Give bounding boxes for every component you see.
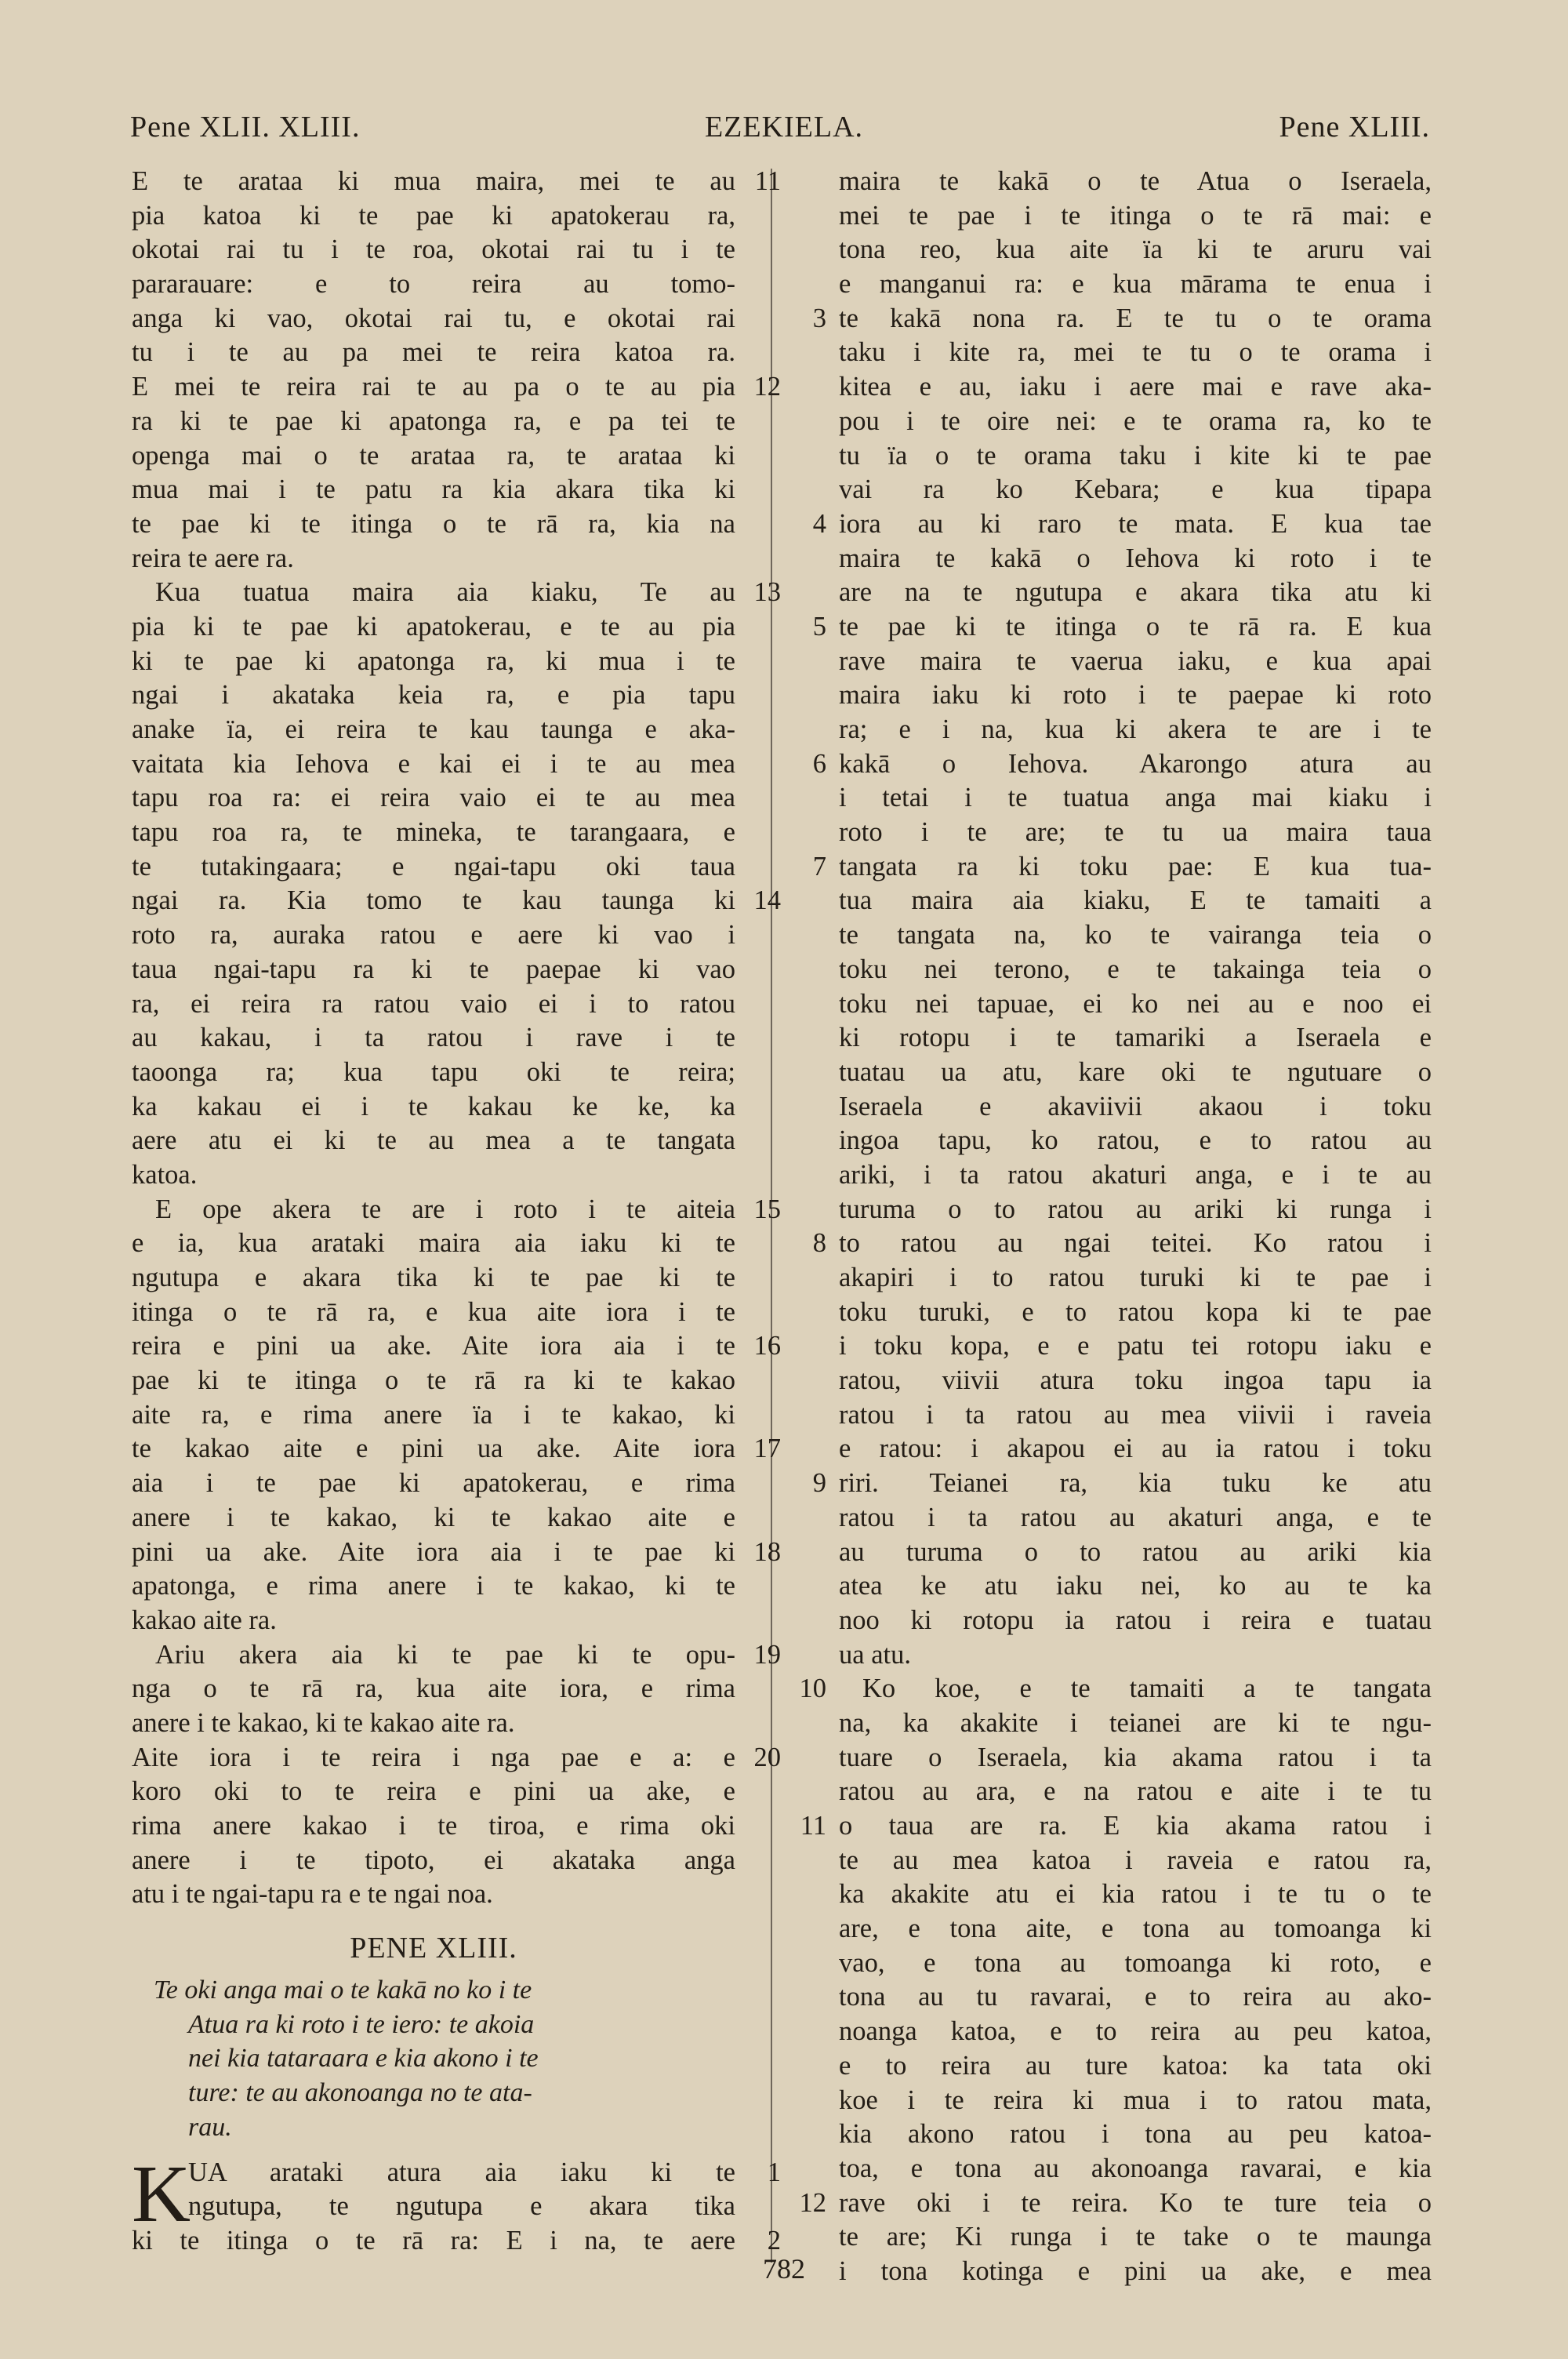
verse-number: 19 — [753, 1639, 781, 1670]
text-line — [792, 1912, 1432, 1946]
text-line — [132, 439, 735, 474]
chapter-opening — [132, 2148, 781, 2239]
line-text: kitea e au, iaku i aere mai e rave aka- — [839, 372, 1432, 402]
text-line — [792, 1604, 1432, 1638]
text-line — [792, 987, 1432, 1022]
text-line — [132, 1809, 735, 1844]
line-text: anere i te kakao, ki te kakao aite e — [132, 1502, 735, 1532]
line-text: anere i te tipoto, ei akataka anga — [132, 1845, 735, 1875]
spacer — [132, 2145, 735, 2156]
text-line — [792, 370, 1432, 405]
line-text: vaitata kia Iehova e kai ei i te au mea — [132, 748, 735, 779]
header-current-chapter: Pene XLIII. — [1279, 111, 1430, 144]
line-text: ngai i akataka keia ra, e pia tapu — [132, 680, 735, 711]
text-line — [792, 473, 1432, 507]
text-line — [132, 1536, 781, 1570]
text-line — [792, 233, 1432, 267]
text-line — [132, 1021, 735, 1056]
line-text: pia katoa ki te pae ki apatokerau ra, — [132, 200, 735, 231]
chapter-summary — [132, 1973, 735, 2144]
text-line — [132, 850, 735, 885]
line-text: tuatau ua atu, kare oki te ngutuare o — [839, 1056, 1432, 1087]
text-line — [792, 1296, 1432, 1330]
text-line — [792, 2186, 1432, 2221]
text-line — [792, 1980, 1432, 2015]
line-text: roto ra, auraka ratou e aere ki vao i — [132, 920, 735, 951]
text-line — [132, 1261, 735, 1296]
text-line — [132, 1296, 735, 1330]
text-line — [792, 610, 1432, 645]
verse-number: 16 — [753, 1331, 781, 1361]
text-line — [132, 1741, 781, 1776]
text-line — [792, 336, 1432, 370]
verse-number: 5 — [812, 611, 826, 642]
text-line — [792, 302, 1432, 336]
line-text: ratou au ara, e na ratou e aite i te tu — [839, 1776, 1432, 1807]
page-number: 782 — [763, 2253, 805, 2284]
line-text: pararauare: e to reira au tomo- — [132, 269, 735, 300]
text-line — [792, 645, 1432, 679]
line-text: te are; Ki runga i te take o te maunga — [839, 2222, 1432, 2252]
line-text: taua ngai-tapu ra ki te paepae ki vao — [132, 954, 735, 984]
line-text: toku turuki, e to ratou kopa ki te pae — [839, 1296, 1432, 1327]
text-line — [792, 405, 1432, 439]
line-text: ua atu. — [839, 1639, 911, 1670]
text-line — [792, 1741, 1432, 1776]
line-text: ki rotopu i te tamariki a Iseraela e — [839, 1023, 1432, 1053]
text-line — [132, 199, 735, 234]
line-text: Kua tuatua maira aia kiaku, Te au — [155, 577, 735, 608]
text-line — [792, 1946, 1432, 1981]
text-line — [792, 884, 1432, 918]
line-text: e ia, kua arataki maira aia iaku ki te — [132, 1228, 735, 1259]
line-text: ra ki te pae ki apatonga ra, e pa tei te — [132, 405, 735, 436]
line-text: e manganui ra: e kua mārama te enua i — [839, 269, 1432, 300]
verse-number: 1 — [767, 2157, 781, 2187]
text-line — [792, 2049, 1432, 2084]
verse-number: 7 — [812, 851, 826, 881]
text-line — [132, 1707, 735, 1741]
line-text: noanga katoa, e to reira au peu katoa, — [839, 2016, 1432, 2047]
line-text: vao, e tona au tomoanga ki roto, e — [839, 1947, 1432, 1978]
text-line — [132, 713, 735, 747]
line-text: i tetai i te tuatua anga mai kiaku i — [839, 783, 1432, 813]
text-line — [792, 1124, 1432, 1158]
text-line — [792, 678, 1432, 713]
line-text: reira te aere ra. — [132, 543, 294, 573]
text-line — [792, 850, 1432, 885]
text-line — [792, 507, 1432, 542]
line-text: katoa. — [132, 1159, 198, 1190]
text-line — [132, 884, 781, 918]
text-line — [132, 405, 735, 439]
text-line — [132, 1193, 781, 1227]
line-text: tona au tu ravarai, e to reira au ako- — [839, 1982, 1432, 2012]
line-text: mua mai i te patu ra kia akara tika ki — [132, 474, 735, 505]
text-line — [132, 233, 735, 267]
text-line — [792, 1569, 1432, 1604]
text-line — [132, 678, 735, 713]
line-text: na, ka akakite i teianei are ki te ngu- — [839, 1707, 1432, 1738]
text-line — [792, 267, 1432, 302]
text-line — [132, 918, 735, 953]
text-line — [792, 1877, 1432, 1912]
text-line — [792, 1809, 1432, 1844]
text-line — [792, 1432, 1432, 1467]
line-text: toku nei tapuae, ei ko nei au e noo ei — [839, 988, 1432, 1019]
line-text: roto i te are; te tu ua maira taua — [839, 817, 1432, 848]
text-line — [792, 2015, 1432, 2049]
text-line — [132, 1775, 735, 1809]
summary-line: ture: te au akonoanga no te ata- — [188, 2078, 532, 2108]
text-line — [132, 610, 735, 645]
text-line — [132, 370, 781, 405]
text-line — [792, 1364, 1432, 1398]
line-text: tapu roa ra: ei reira vaio ei te au mea — [132, 783, 735, 813]
summary-line: Te oki anga mai o te kakā no ko i te — [154, 1976, 532, 2005]
verse-number: 17 — [753, 1434, 781, 1464]
text-line — [792, 199, 1432, 234]
line-text: i tona kotinga e pini ua ake, e mea — [839, 2255, 1432, 2286]
text-line — [132, 165, 781, 199]
verse-number: 15 — [753, 1194, 781, 1224]
verse-number: 4 — [812, 508, 826, 539]
line-text: aite ra, e rima anere ïa i te kakao, ki — [132, 1399, 735, 1430]
text-line — [792, 576, 1432, 610]
summary-line: rau. — [188, 2112, 232, 2142]
text-line — [792, 2220, 1432, 2255]
text-line — [792, 1227, 1432, 1261]
verse-number: 2 — [767, 2225, 781, 2255]
text-line — [792, 918, 1432, 953]
line-text: aia i te pae ki apatokerau, e rima — [132, 1468, 735, 1499]
line-text: ngai ra. Kia tomo te kau taunga ki — [132, 885, 735, 916]
line-text: anake ïa, ei reira te kau taunga e aka- — [132, 714, 735, 744]
line-text: to ratou au ngai teitei. Ko ratou i — [839, 1228, 1432, 1259]
line-text: Iseraela e akaviivii akaou i toku — [839, 1091, 1432, 1121]
text-line — [132, 816, 735, 850]
summary-line: Atua ra ki roto i te iero: te akoia — [188, 2009, 535, 2039]
line-text: ra, ei reira ra ratou vaio ei i to ratou — [132, 988, 735, 1019]
text-line — [132, 987, 735, 1022]
verse-number: 9 — [812, 1468, 826, 1499]
text-line — [132, 1090, 735, 1125]
line-text: tuare o Iseraela, kia akama ratou i ta — [839, 1742, 1432, 1772]
line-text: ratou i ta ratou au mea viivii i raveia — [839, 1399, 1432, 1430]
header-book-title: EZEKIELA. — [704, 111, 864, 144]
line-text: tu ïa o te orama taku i kite ki te pae — [839, 440, 1432, 471]
text-line — [792, 2152, 1432, 2186]
text-line — [132, 267, 735, 302]
line-text: are na te ngutupa e akara tika atu ki — [839, 577, 1432, 608]
line-text: koro oki to te reira e pini ua ake, e — [132, 1776, 735, 1807]
verse-number: 13 — [753, 577, 781, 608]
left-column-text — [132, 165, 781, 1912]
text-line — [792, 1844, 1432, 1878]
line-text: te pae ki te itinga o te rā ra, kia na — [132, 508, 735, 539]
line-text: rima anere kakao i te tiroa, e rima oki — [132, 1811, 735, 1841]
verse-number: 11 — [754, 166, 781, 196]
line-text: tangata ra ki toku pae: E kua tua- — [839, 851, 1432, 881]
line-text: tu i te au pa mei te reira katoa ra. — [132, 337, 735, 368]
line-text: tapu roa ra, te mineka, te tarangaara, e — [132, 817, 735, 848]
text-line — [132, 1056, 735, 1090]
line-text: koe i te reira ki mua i to ratou mata, — [839, 2085, 1432, 2115]
text-line — [132, 1398, 735, 1433]
text-line — [132, 953, 735, 987]
verse-number: 11 — [800, 1811, 826, 1841]
running-header — [0, 110, 1568, 157]
verse-number: 10 — [799, 1674, 826, 1704]
text-line — [792, 2084, 1432, 2118]
line-text: ratou, viivii atura toku ingoa tapu ia — [839, 1365, 1432, 1396]
line-text: turuma o to ratou au ariki ki runga i — [839, 1194, 1432, 1224]
verse-number: 3 — [812, 303, 826, 333]
line-text: i toku kopa, e e patu tei rotopu iaku e — [839, 1331, 1432, 1361]
text-line — [132, 576, 781, 610]
line-text: ki te itinga o te rā ra: E i na, te aere — [132, 2225, 735, 2255]
verse-number: 12 — [799, 2187, 826, 2218]
text-line — [132, 336, 735, 370]
line-text: riri. Teianei ra, kia tuku ke atu — [839, 1468, 1432, 1499]
text-line — [792, 713, 1432, 747]
line-text: akapiri i to ratou turuki ki te pae i — [839, 1263, 1432, 1292]
line-text: au kakau, i ta ratou i rave i te — [132, 1023, 735, 1053]
line-text: noo ki rotopu ia ratou i reira e tuatau — [839, 1605, 1432, 1635]
text-line — [792, 747, 1432, 782]
text-line — [132, 1124, 735, 1158]
drop-cap-text — [132, 2156, 781, 2224]
text-line — [132, 1877, 735, 1912]
line-text: ki te pae ki apatonga ra, ki mua i te — [132, 645, 735, 676]
line-text: okotai rai tu i te roa, okotai rai tu i te — [132, 234, 735, 265]
line-text: vai ra ko Kebara; e kua tipapa — [839, 474, 1432, 505]
line-text: te tutakingaara; e ngai-tapu oki taua — [132, 851, 735, 881]
text-line — [792, 1638, 1432, 1673]
line-text: rave oki i te reira. Ko te ture teia o — [839, 2187, 1432, 2218]
verse-number: 14 — [753, 885, 781, 916]
text-line — [132, 1227, 735, 1261]
text-line — [132, 1604, 735, 1638]
line-text: taku i kite ra, mei te tu o te orama i — [839, 337, 1432, 368]
drop-cap: K — [132, 2148, 191, 2239]
text-line — [792, 1707, 1432, 1741]
text-line — [792, 542, 1432, 576]
line-text: Ko koe, e te tamaiti a te tangata — [862, 1674, 1432, 1704]
text-line — [792, 1056, 1432, 1090]
line-text: anere i te kakao, ki te kakao aite ra. — [132, 1707, 515, 1738]
line-text: te kakā nona ra. E te tu o te orama — [839, 303, 1432, 333]
line-text: ka kakau ei i te kakau ke ke, ka — [132, 1091, 735, 1121]
line-text: kia akono ratou i tona au peu katoa- — [839, 2119, 1432, 2150]
line-text: UA arataki atura aia iaku ki te — [188, 2157, 735, 2187]
line-text: ingoa tapu, ko ratou, e to ratou au — [839, 1125, 1432, 1156]
line-text: ratou i ta ratou au akaturi anga, e te — [839, 1502, 1432, 1532]
text-line — [792, 1193, 1432, 1227]
line-text: te au mea katoa i raveia e ratou ra, — [839, 1845, 1432, 1875]
right-column-text — [792, 165, 1432, 2289]
line-text: ka akakite atu ei kia ratou i te tu o te — [839, 1879, 1432, 1910]
text-line — [132, 1432, 781, 1467]
text-line — [132, 1158, 735, 1193]
line-text: e ratou: i akapou ei au ia ratou i toku — [839, 1434, 1432, 1464]
line-text: E ope akera te are i roto i te aiteia — [155, 1194, 735, 1224]
text-line — [132, 1467, 735, 1501]
line-text: E mei te reira rai te au pa o te au pia — [132, 372, 735, 402]
text-line — [132, 1329, 781, 1364]
line-text: o taua are ra. E kia akama ratou i — [839, 1811, 1432, 1841]
verse-number: 8 — [812, 1228, 826, 1259]
line-text: mei te pae i te itinga o te rā mai: e — [839, 200, 1432, 231]
text-line — [132, 1501, 735, 1536]
text-line — [792, 1090, 1432, 1125]
line-text: pia ki te pae ki apatokerau, e te au pia — [132, 611, 735, 642]
text-line — [132, 2156, 781, 2190]
line-text: toku nei terono, e te takainga teia o — [839, 954, 1432, 984]
text-line — [132, 1569, 735, 1604]
line-text: tona reo, kua aite ïa ki te aruru vai — [839, 234, 1432, 265]
text-line — [792, 1398, 1432, 1433]
text-line — [792, 1775, 1432, 1809]
text-line — [132, 2190, 735, 2224]
line-text: e to reira au ture katoa: ka tata oki — [839, 2050, 1432, 2081]
verse-number: 18 — [753, 1536, 781, 1567]
line-text: pae ki te itinga o te rā ra ki te kakao — [132, 1365, 735, 1396]
line-text: pini ua ake. Aite iora aia i te pae ki — [132, 1536, 735, 1567]
text-line — [132, 1638, 781, 1673]
header-chapter-range: Pene XLII. XLIII. — [130, 111, 361, 144]
verse-number: 12 — [753, 372, 781, 402]
line-text: aere atu ei ki te au mea a te tangata — [132, 1125, 735, 1156]
text-line — [132, 747, 735, 782]
text-line — [792, 816, 1432, 850]
text-line — [132, 507, 735, 542]
text-line — [132, 645, 735, 679]
text-line — [792, 439, 1432, 474]
text-line — [792, 1158, 1432, 1193]
line-text: ngutupa, te ngutupa e akara tika — [188, 2191, 735, 2222]
line-text: kakā o Iehova. Akarongo atura au — [839, 748, 1432, 779]
line-text: te tangata na, ko te vairanga teia o — [839, 920, 1432, 951]
text-line — [132, 1364, 735, 1398]
chapter-title: PENE XLIII. — [350, 1932, 517, 1965]
left-column — [132, 165, 781, 2259]
line-text: kakao aite ra. — [132, 1605, 277, 1635]
line-text: iora au ki raro te mata. E kua tae — [839, 508, 1432, 539]
line-text: ngutupa e akara tika ki te pae ki te — [132, 1263, 735, 1292]
text-line — [792, 1501, 1432, 1536]
text-line — [792, 1536, 1432, 1570]
line-text: toa, e tona au akonoanga ravarai, e kia — [839, 2153, 1432, 2183]
text-line — [132, 1672, 735, 1707]
text-line — [792, 2117, 1432, 2152]
text-line — [132, 1844, 735, 1878]
line-text: itinga o te rā ra, e kua aite iora i te — [132, 1296, 735, 1327]
line-text: nga o te rā ra, kua aite iora, e rima — [132, 1674, 735, 1704]
line-text: tua maira aia kiaku, E te tamaiti a — [839, 885, 1432, 916]
line-text: E te arataa ki mua maira, mei te au — [132, 166, 735, 196]
spacer — [132, 1912, 735, 1923]
line-text: Aite iora i te reira i nga pae e a: e — [132, 1742, 735, 1772]
line-text: anga ki vao, okotai rai tu, e okotai rai — [132, 303, 735, 333]
line-text: rave maira te vaerua iaku, e kua apai — [839, 645, 1432, 676]
line-text: Ariu akera aia ki te pae ki te opu- — [155, 1639, 735, 1670]
text-line — [792, 165, 1432, 199]
text-line — [792, 1467, 1432, 1501]
line-text: au turuma o to ratou au ariki kia — [839, 1536, 1432, 1567]
line-text: atea ke atu iaku nei, ko au te ka — [839, 1571, 1432, 1601]
line-text: te kakao aite e pini ua ake. Aite iora — [132, 1434, 735, 1464]
line-text: ra; e i na, kua ki akera te are i te — [839, 714, 1432, 744]
line-text: taoonga ra; kua tapu oki te reira; — [132, 1056, 735, 1087]
line-text: are, e tona aite, e tona au tomoanga ki — [839, 1914, 1432, 1944]
verse-number: 6 — [812, 748, 826, 779]
line-text: te pae ki te itinga o te rā ra. E kua — [839, 611, 1432, 642]
text-line — [132, 473, 735, 507]
line-text: maira iaku ki roto i te paepae ki roto — [839, 680, 1432, 711]
text-line — [132, 542, 735, 576]
line-text: pou i te oire nei: e te orama ra, ko te — [839, 405, 1432, 436]
text-line — [132, 302, 735, 336]
text-line — [792, 781, 1432, 816]
line-text: ariki, i ta ratou akaturi anga, e i te au — [839, 1159, 1432, 1190]
verse-number: 20 — [753, 1742, 781, 1772]
right-column — [792, 165, 1432, 2289]
summary-line: nei kia tataraara e kia akono i te — [188, 2044, 539, 2074]
line-text: maira te kakā o Iehova ki roto i te — [839, 543, 1432, 573]
text-line — [792, 1021, 1432, 1056]
line-text: apatonga, e rima anere i te kakao, ki te — [132, 1571, 735, 1601]
text-line — [792, 1261, 1432, 1296]
line-text: atu i te ngai-tapu ra e te ngai noa. — [132, 1879, 493, 1910]
line-text: openga mai o te arataa ra, te arataa ki — [132, 440, 735, 471]
text-line — [132, 781, 735, 816]
line-text: reira e pini ua ake. Aite iora aia i te — [132, 1331, 735, 1361]
text-line — [792, 1329, 1432, 1364]
line-text: maira te kakā o te Atua o Iseraela, — [839, 166, 1432, 196]
text-line — [792, 1672, 1432, 1707]
text-line — [792, 953, 1432, 987]
